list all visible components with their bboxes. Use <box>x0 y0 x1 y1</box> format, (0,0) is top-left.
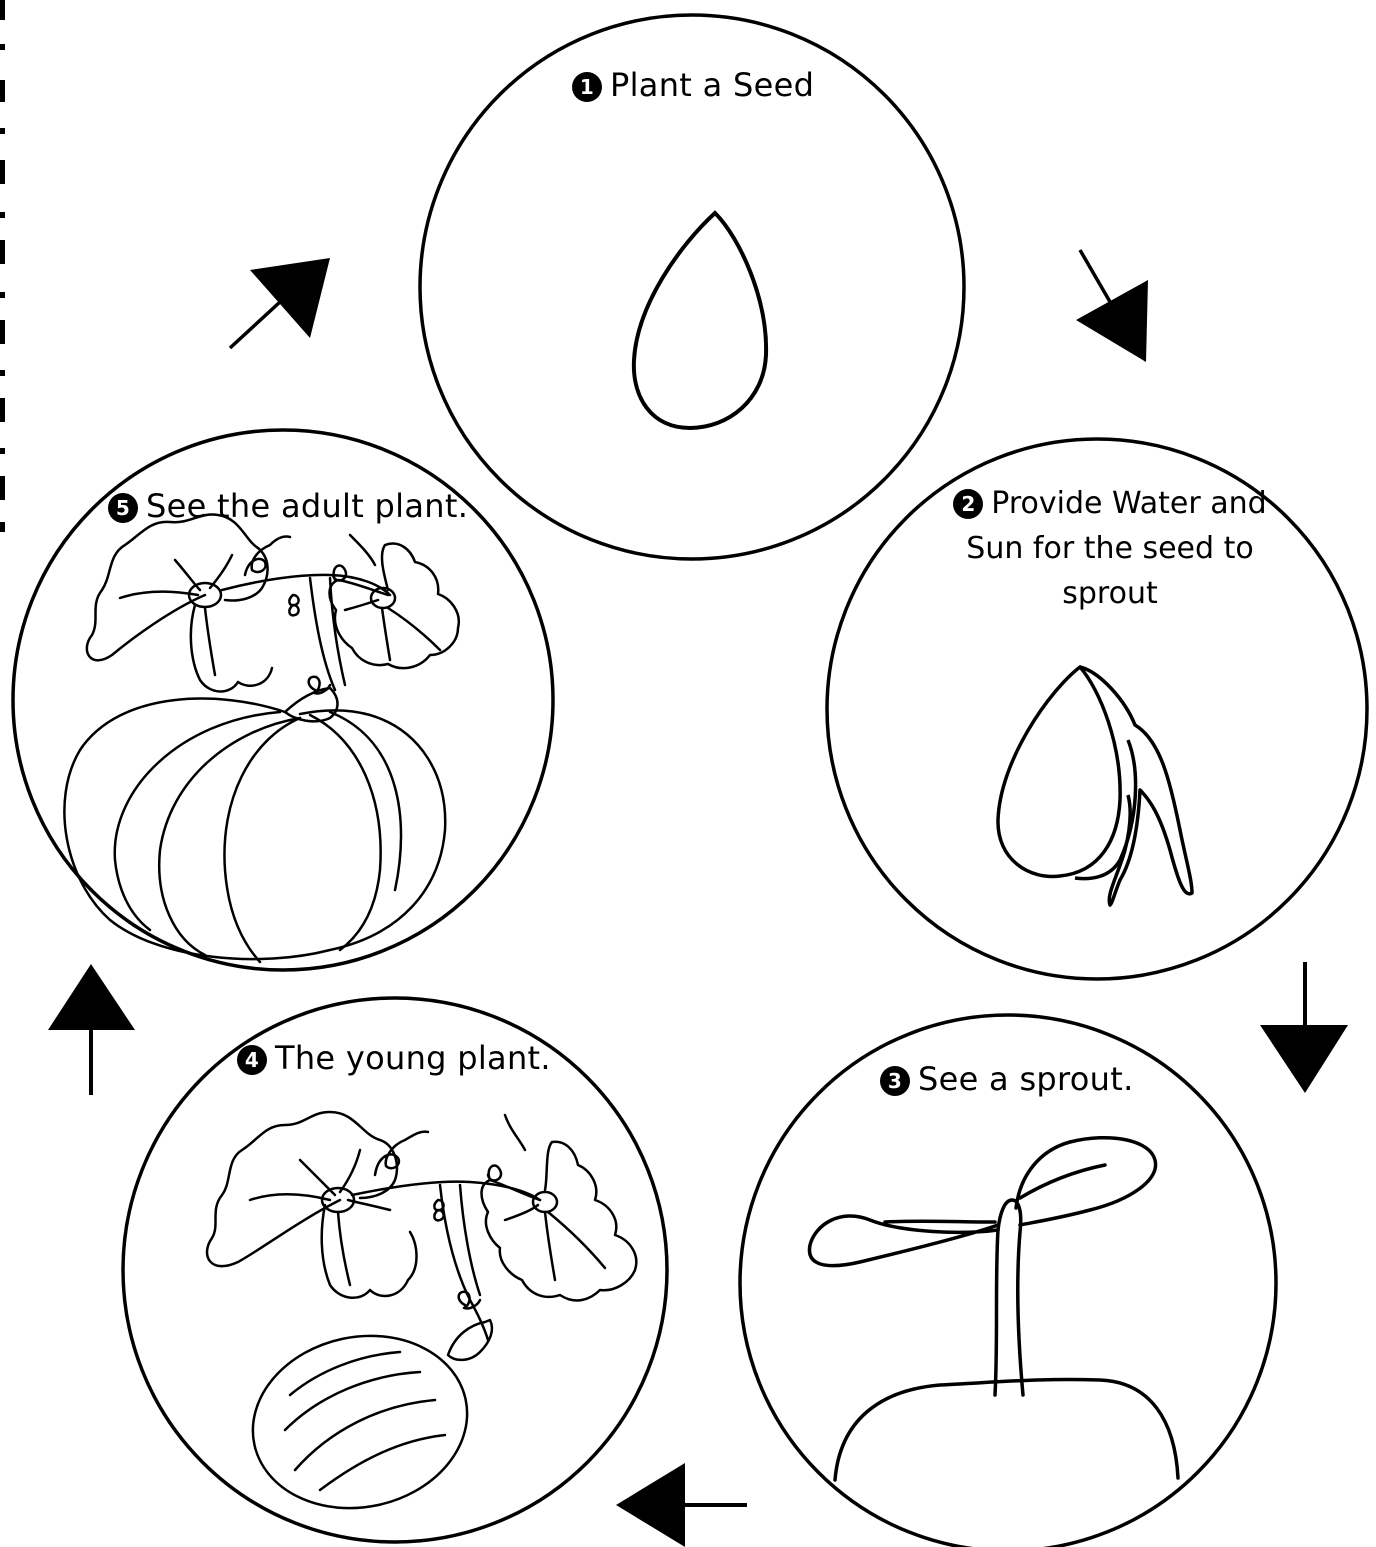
stage-5-number-badge: 5 <box>108 493 138 523</box>
left-border-marks <box>0 0 5 532</box>
arrow-2-to-3 <box>1260 962 1348 1093</box>
stage-2-line-2: Sun for the seed to <box>966 531 1254 566</box>
sprouting-seed-drawing <box>998 667 1192 905</box>
stage-1-label <box>572 63 814 107</box>
young-plant-drawing <box>207 1112 636 1528</box>
stage-5-text: See the adult plant. <box>146 487 469 525</box>
stage-2-number-badge: 2 <box>953 489 983 519</box>
stage-2-line-3: sprout <box>1062 576 1158 611</box>
adult-plant-drawing <box>64 515 458 962</box>
arrow-3-to-4 <box>616 1463 747 1547</box>
arrow-4-to-5 <box>48 964 135 1095</box>
arrow-1-to-2 <box>1076 250 1148 362</box>
stage-5-label <box>108 484 468 528</box>
stage-4-label <box>237 1036 551 1080</box>
stage-1-text: Plant a Seed <box>610 66 815 104</box>
stage-3-number-badge: 3 <box>880 1066 910 1096</box>
seed-drawing <box>634 213 766 428</box>
stage-3-label <box>880 1057 1134 1101</box>
stage-2-label <box>940 481 1280 616</box>
stage-4-number-badge: 4 <box>237 1045 267 1075</box>
sprout-drawing <box>809 1138 1178 1480</box>
stage-4-text: The young plant. <box>275 1039 551 1077</box>
stage-1-number-badge: 1 <box>572 72 602 102</box>
stage-2-line-1: 2 Provide Water and <box>940 481 1280 526</box>
stage-3-text: See a sprout. <box>918 1060 1134 1098</box>
arrow-5-to-1 <box>230 258 330 348</box>
